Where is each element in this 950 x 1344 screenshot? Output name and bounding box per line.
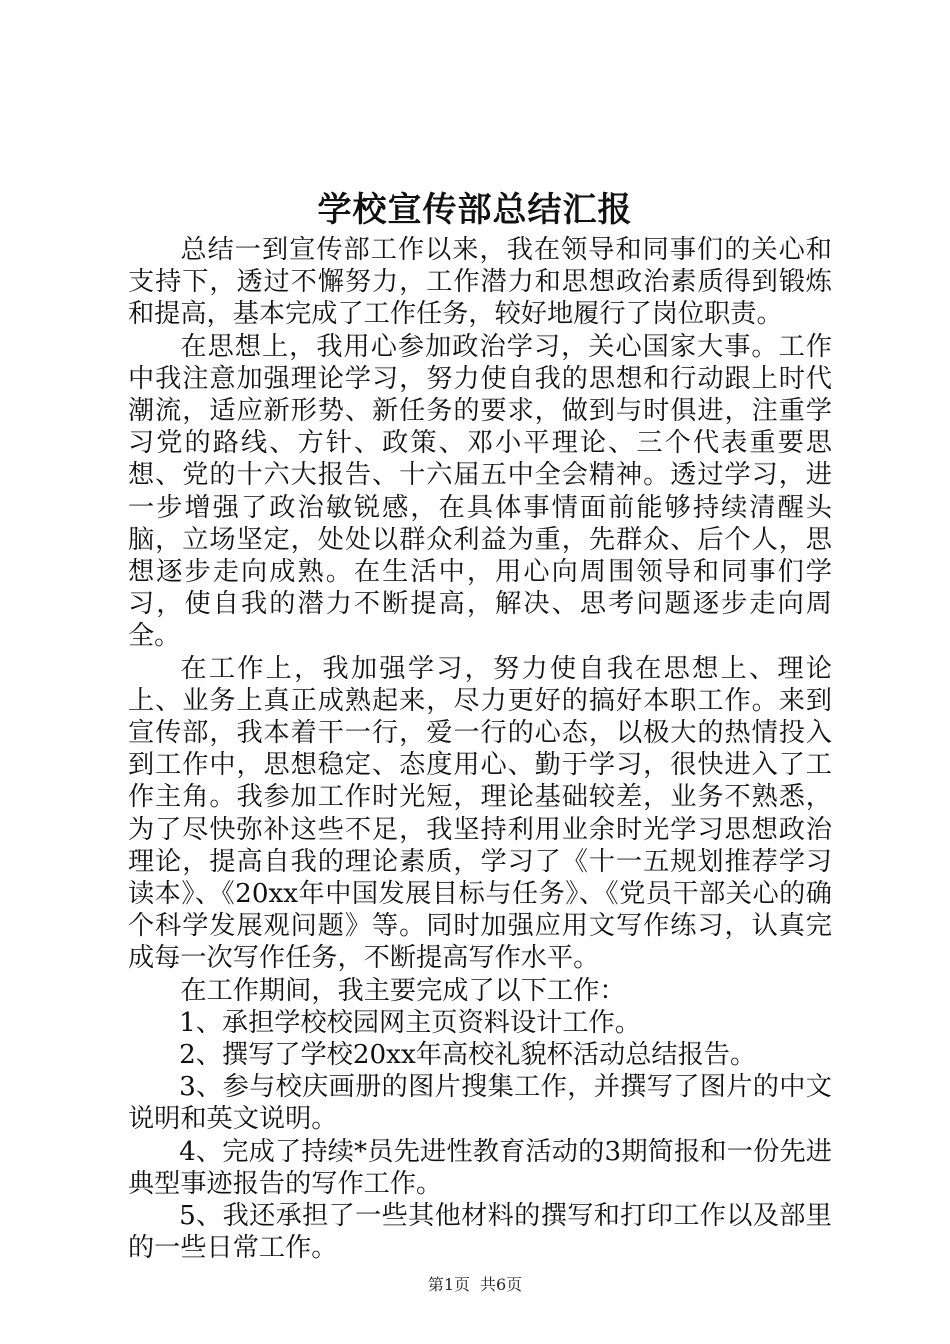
- list-item-5: 5、我还承担了一些其他材料的撰写和打印工作以及部里的一些日常工作。: [128, 1201, 832, 1264]
- paragraph-ideology: 在思想上，我用心参加政治学习，关心国家大事。工作中我注意加强理论学习，努力使自我的思想和行动跟上时代潮流，适应新形势、新任务的要求，做到与时俱进，注重学习党的路线、方针、政策、邓小平理论、三个代表重要思想、党的十六大报告、十六届五中全会精神。透过学习，进一步增强了政治敏锐感，在具体事情面前能够持续清醒头脑，立场坚定，处处以群众利益为重，先群众、后个人，思想逐步走向成熟。在生活中，用心向周围领导和同事们学习，使自我的潜力不断提高，解决、思考问题逐步走向周全。: [128, 331, 832, 652]
- list-item-4: 4、完成了持续*员先进性教育活动的3期简报和一份先进典型事迹报告的写作工作。: [128, 1136, 832, 1199]
- page-total: 共6页: [480, 1275, 523, 1294]
- page-footer: [0, 1274, 950, 1296]
- document-title: 学校宣传部总结汇报: [317, 190, 633, 230]
- list-item-2: 2、撰写了学校20xx年高校礼貌杯活动总结报告。: [179, 1040, 757, 1071]
- page-number: 第1页: [427, 1275, 470, 1294]
- document-body: [128, 234, 832, 1265]
- paragraph-intro: 总结一到宣传部工作以来，我在领导和同事们的关心和支持下，透过不懈努力，工作潜力和思想政治素质得到锻炼和提高，基本完成了工作任务，较好地履行了岗位职责。: [128, 235, 832, 330]
- list-item-1: 1、承担学校校园网主页资料设计工作。: [179, 1007, 641, 1038]
- list-item-3: 3、参与校庆画册的图片搜集工作，并撰写了图片的中文说明和英文说明。: [128, 1072, 832, 1135]
- paragraph-work: 在工作上，我加强学习，努力使自我在思想上、理论上、业务上真正成熟起来，尽力更好的搞好本职工作。来到宣传部，我本着干一行，爱一行的心态，以极大的热情投入到工作中，思想稳定、态度用心、勤于学习，很快进入了工作主角。我参加工作时光短，理论基础较差，业务不熟悉，为了尽快弥补这些不足，我坚持利用业余时光学习思想政治理论，提高自我的理论素质，学习了《十一五规划推荐学习读本》、《20xx年中国发展目标与任务》、《党员干部关心的确个科学发展观问题》等。同时加强应用文写作练习，认真完成每一次写作任务，不断提高写作水平。: [128, 653, 832, 974]
- paragraph-work-list-intro: 在工作期间，我主要完成了以下工作：: [180, 975, 626, 1006]
